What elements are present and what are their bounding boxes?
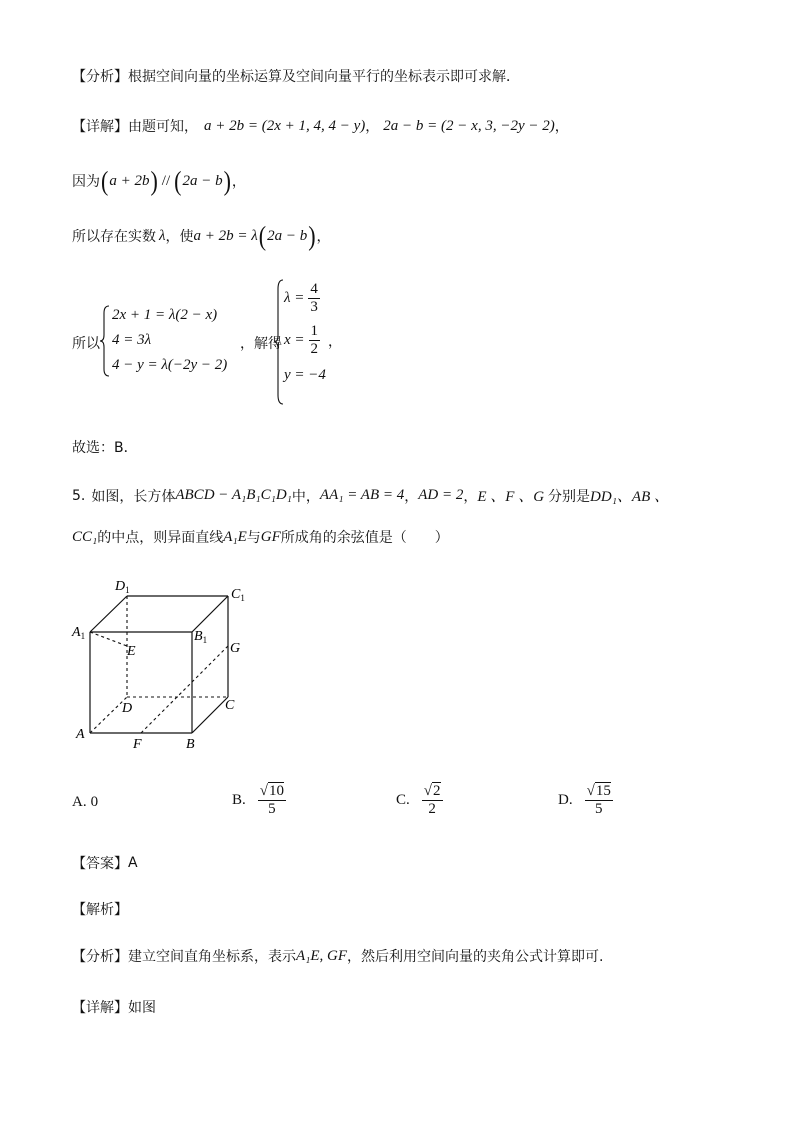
fraction-den: 5 xyxy=(268,801,276,817)
segment-a1e xyxy=(90,632,127,646)
solution-y: y = −4 xyxy=(284,367,326,383)
answer-tag: 【答案】 xyxy=(72,856,128,872)
option-a[interactable] xyxy=(72,794,98,811)
question-text: 与 xyxy=(246,530,261,546)
detail-intro: 由题可知， xyxy=(128,119,198,135)
detail-text: 如图 xyxy=(128,1000,156,1016)
q5-detail-line xyxy=(72,997,156,1017)
question-text: 分别是 xyxy=(548,488,591,505)
system-eq-1: 2x + 1 = λ(2 − x) xyxy=(112,307,218,323)
label-c1: $C_1$ xyxy=(231,587,245,603)
analysis-tag: 【分析】 xyxy=(72,949,128,965)
option-letter: C. xyxy=(396,792,410,808)
analysis-text: 根据空间向量的坐标运算及空间向量平行的坐标表示即可求解． xyxy=(128,69,520,85)
option-letter: D. xyxy=(558,792,573,808)
label-a: A xyxy=(76,727,85,742)
because-line xyxy=(72,164,246,196)
lambda-eq: λ = xyxy=(284,290,305,306)
vector-expr-1: a + 2b xyxy=(109,172,150,189)
condition-2: AD = 2 xyxy=(418,487,464,503)
radicand: 15 xyxy=(595,783,611,799)
comma: ， xyxy=(404,488,419,505)
segment-fg xyxy=(141,646,228,733)
answer-value: A xyxy=(128,855,138,871)
equation-1: a + 2b = (2x + 1, 4, 4 − y) xyxy=(204,117,366,134)
analysis-tag: 【分析】 xyxy=(72,69,128,85)
fraction-num: 1 xyxy=(310,323,319,339)
label-g: G xyxy=(230,641,241,656)
fraction xyxy=(308,281,320,316)
make-rhs: 2a − b xyxy=(267,227,308,244)
label-b1: $B_1$ xyxy=(194,629,208,645)
fraction-num: √15 xyxy=(586,783,611,799)
equation-2: 2a − b = (2 − x, 3, −2y − 2) xyxy=(383,117,555,134)
option-value: 0 xyxy=(90,794,99,810)
paren: ( xyxy=(101,164,109,196)
system-equations xyxy=(112,303,227,378)
edges: DD₁、AB 、 xyxy=(590,489,670,505)
question-text: 如图，长方体 xyxy=(91,488,176,505)
parallel-symbol: // xyxy=(161,172,171,189)
solution-x xyxy=(284,323,342,358)
analysis-text: 建立空间直角坐标系，表示 xyxy=(128,949,296,965)
comma: ， xyxy=(554,119,569,135)
comma: ， xyxy=(231,174,246,190)
lambda-symbol: λ xyxy=(159,227,166,244)
radicand: 2 xyxy=(433,783,441,799)
q5-analysis-line xyxy=(72,946,604,966)
option-letter: B. xyxy=(232,792,246,808)
question-5-line-2 xyxy=(72,527,449,547)
system-eq-2: 4 = 3λ xyxy=(112,332,152,348)
option-d[interactable] xyxy=(558,783,613,818)
label-c: C xyxy=(225,698,235,713)
label-d1: $D_1$ xyxy=(115,579,130,595)
make-lhs: a + 2b = λ xyxy=(193,227,258,244)
edge-cc1: CC₁ xyxy=(72,528,98,545)
make-text: ，使 xyxy=(165,229,194,245)
fraction-den: 2 xyxy=(310,341,319,357)
question-5-line-1 xyxy=(72,485,669,506)
paren: ) xyxy=(223,164,231,196)
label-b: B xyxy=(186,737,195,752)
fraction-den: 2 xyxy=(428,801,436,817)
solution-lambda xyxy=(284,281,320,316)
edge-b1c1 xyxy=(192,596,228,632)
condition-1: AA₁ = AB = 4 xyxy=(319,487,405,503)
fraction-num: √10 xyxy=(259,783,284,799)
comma: ， xyxy=(328,333,343,350)
fraction-num: 4 xyxy=(310,281,318,297)
points: E 、F 、G xyxy=(477,489,545,505)
exist-text: 所以存在实数 xyxy=(72,229,156,245)
question-text: 中， xyxy=(291,488,320,505)
detail-tag: 【详解】 xyxy=(72,1000,128,1016)
detail-tag: 【详解】 xyxy=(72,119,128,135)
comma: ， xyxy=(365,119,380,135)
label-a1: $A_1$ xyxy=(72,625,86,641)
question-text: 的中点，则异面直线 xyxy=(97,530,224,546)
line-gf: GF xyxy=(260,528,281,545)
paren: ) xyxy=(150,164,158,196)
comma: ， xyxy=(463,488,478,505)
question-text: 所成角的余弦值是（ ） xyxy=(280,530,449,546)
paren: ( xyxy=(174,164,182,196)
analysis-text: ，然后利用空间向量的夹角公式计算即可. xyxy=(347,949,604,965)
left-brace-1 xyxy=(100,305,110,377)
solve-text: ，解得 xyxy=(240,336,282,352)
so-text: 所以 xyxy=(72,336,100,352)
label-d: D xyxy=(122,701,133,716)
comma: ， xyxy=(316,229,331,245)
fraction-num: √2 xyxy=(423,783,441,799)
option-fraction xyxy=(422,783,443,818)
label-e: E xyxy=(127,644,136,659)
line-a1e: A₁E xyxy=(223,528,247,545)
option-c[interactable] xyxy=(396,783,443,818)
option-fraction xyxy=(585,783,613,818)
edge-bc xyxy=(192,697,228,733)
jiexi-tag: 【解析】 xyxy=(72,902,128,918)
fraction-den: 3 xyxy=(310,299,318,315)
question-number: 5. xyxy=(72,487,86,504)
vector-expr-2: 2a − b xyxy=(182,172,223,189)
paren: ( xyxy=(258,219,267,251)
edge-a1d1 xyxy=(90,596,127,632)
analysis-vectors: A₁E, GF xyxy=(296,947,348,964)
fraction xyxy=(309,323,321,358)
prev-detail-line xyxy=(72,116,569,136)
system-eq-3: 4 − y = λ(−2y − 2) xyxy=(112,357,228,373)
option-letter: A. xyxy=(72,794,87,810)
exist-line xyxy=(72,219,331,251)
paren: ) xyxy=(308,219,316,251)
option-fraction xyxy=(258,783,286,818)
because-text: 因为 xyxy=(72,174,100,190)
answer-line xyxy=(72,853,138,873)
choose-line: 故选：B． xyxy=(72,440,138,456)
fraction-den: 5 xyxy=(594,801,603,817)
label-f: F xyxy=(133,737,142,752)
cuboid-figure xyxy=(70,572,260,757)
option-b[interactable] xyxy=(232,783,286,818)
left-brace-2 xyxy=(274,279,284,405)
radicand: 10 xyxy=(269,783,284,799)
prev-analysis-line xyxy=(72,66,520,86)
x-eq: x = xyxy=(284,332,305,348)
solid-name: ABCD − A₁B₁C₁D₁ xyxy=(175,487,292,503)
